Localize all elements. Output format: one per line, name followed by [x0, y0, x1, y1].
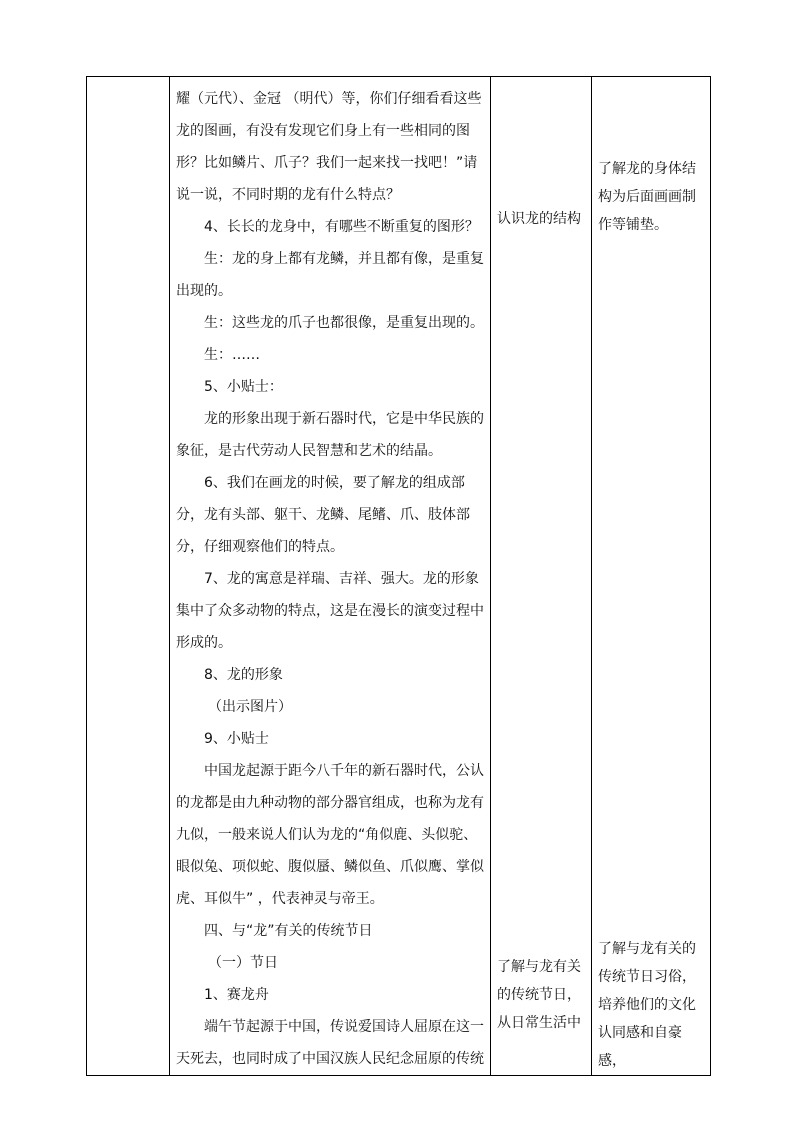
- design-intent-cell: [592, 77, 711, 1076]
- content-paragraph: 6、我们在画龙的时候，要了解龙的组成部分，龙有头部、躯干、龙鳞、尾鳍、爪、肢体部分，仔细观察他们的特点。: [176, 475, 470, 555]
- teaching-process-cell: [170, 77, 491, 1076]
- blank-cell: [87, 77, 170, 1076]
- content-paragraph: 7、龙的寓意是祥瑞、吉祥、强大。龙的形象集中了众多动物的特点，这是在漫长的演变过程中形成的。: [176, 571, 484, 651]
- content-paragraph: 生：龙的身上都有龙鳞，并且都有像，是重复出现的。: [176, 251, 484, 299]
- intent-structure: 了解龙的身体结构为后面画画制作等铺垫。: [598, 161, 696, 233]
- table-row: [87, 77, 711, 1076]
- teaching-content: [170, 77, 490, 1075]
- content-paragraph: 耀（元代）、金冠 （明代）等，你们仔细看看这些龙的图画，有没有发现它们身上有一些相同的图形？比如鳞片、爪子？我们一起来找一找吧！”请说一说，不同时期的龙有什么特点？: [176, 91, 482, 203]
- intent-festival: 了解与龙有关的传统节日习俗，培养他们的文化认同感和自豪感，: [598, 941, 696, 1069]
- activity-festival: 了解与龙有关的传统节日，从日常生活中: [497, 959, 581, 1031]
- content-paragraph: 四、与“龙”有关的传统节日: [204, 923, 373, 939]
- content-paragraph: 8、龙的形象: [204, 667, 283, 683]
- content-paragraph: 中国龙起源于距今八千年的新石器时代，公认的龙都是由九种动物的部分器官组成，也称为龙有九似，一般来说人们认为龙的“角似鹿、头似驼、眼似兔、项似蛇、腹似蜃、鳞似鱼、爪似鹰、掌似虎、耳似牛” ，代表神灵与帝王。: [176, 763, 484, 907]
- content-paragraph: （出示图片）: [208, 699, 292, 715]
- content-paragraph: 9、小贴士: [204, 731, 269, 747]
- content-paragraph: 1、赛龙舟: [204, 987, 269, 1003]
- content-paragraph: 5、小贴士：: [204, 379, 283, 395]
- content-paragraph: （一）节日: [208, 955, 278, 971]
- student-activity-cell: [491, 77, 592, 1076]
- lesson-plan-table: [86, 76, 711, 1076]
- activity-structure: 认识龙的结构: [497, 211, 581, 227]
- content-paragraph: 生：这些龙的爪子也都很像，是重复出现的。: [204, 315, 484, 331]
- content-paragraph: 龙的形象出现于新石器时代，它是中华民族的象征，是古代劳动人民智慧和艺术的结晶。: [176, 411, 484, 459]
- content-paragraph: 4、长长的龙身中，有哪些不断重复的图形？: [204, 219, 479, 235]
- content-paragraph: 端午节起源于中国，传说爱国诗人屈原在这一天死去，也同时成了中国汉族人民纪念屈原的传统: [176, 1019, 484, 1067]
- content-paragraph: 生：……: [204, 347, 260, 363]
